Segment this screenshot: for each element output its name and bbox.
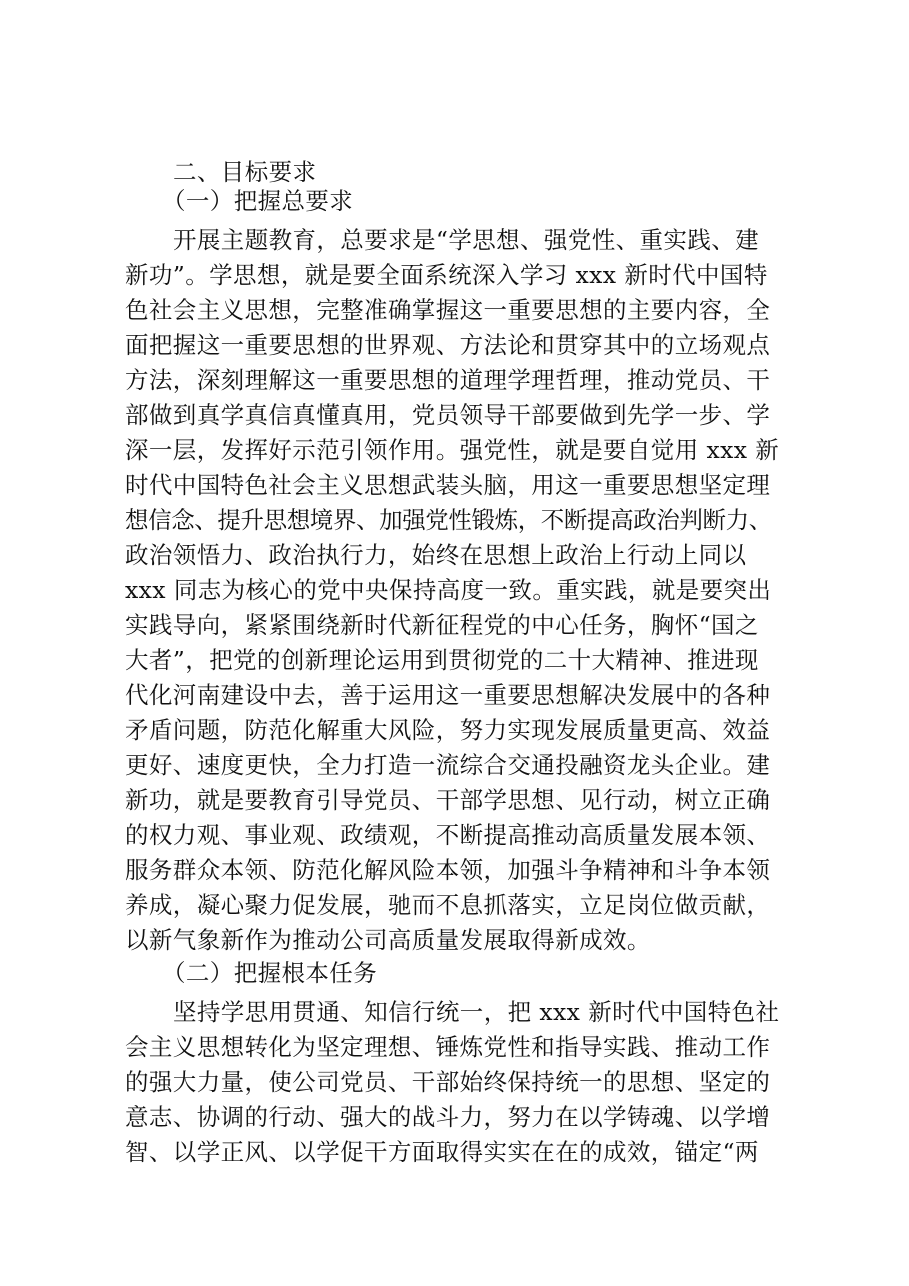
paragraph-line: 的权力观、事业观、政绩观，不断提高推动高质量发展本领、 <box>125 821 771 849</box>
paragraph-line: 智、以学正风、以学促干方面取得实实在在的成效，锚定“两 <box>125 1138 759 1166</box>
paragraph-line: 色社会主义思想，完整准确掌握这一重要思想的主要内容，全 <box>125 296 771 324</box>
subsection-heading-1: （一）把握总要求 <box>162 187 354 215</box>
paragraph-line: 面把握这一重要思想的世界观、方法论和贯穿其中的立场观点 <box>125 331 771 359</box>
paragraph-line: 方法，深刻理解这一重要思想的道理学理哲理，推动党员、干 <box>125 366 771 394</box>
paragraph-line: 新功”。学思想，就是要全面系统深入学习 xxx 新时代中国特 <box>125 261 768 289</box>
paragraph-line: 时代中国特色社会主义思想武装头脑，用这一重要思想坚定理 <box>125 471 771 499</box>
paragraph-line: 意志、协调的行动、强大的战斗力，努力在以学铸魂、以学增 <box>125 1103 771 1131</box>
paragraph-line: 代化河南建设中去，善于运用这一重要思想解决发展中的各种 <box>125 681 771 709</box>
paragraph-line: 大者”，把党的创新理论运用到贯彻党的二十大精神、推进现 <box>125 646 759 674</box>
section-heading: 二、目标要求 <box>173 158 317 186</box>
paragraph-line: 以新气象新作为推动公司高质量发展取得新成效。 <box>125 926 651 954</box>
paragraph-line: xxx 同志为核心的党中央保持高度一致。重实践，就是要突出 <box>125 576 772 604</box>
paragraph-line: 部做到真学真信真懂真用，党员领导干部要做到先学一步、学 <box>125 401 771 429</box>
paragraph-line: 实践导向，紧紧围绕新时代新征程党的中心任务，胸怀“国之 <box>125 611 759 639</box>
paragraph-line: 养成，凝心聚力促发展，驰而不息抓落实，立足岗位做贡献， <box>125 891 771 919</box>
paragraph-line: 新功，就是要教育引导党员、干部学思想、见行动，树立正确 <box>125 786 771 814</box>
paragraph-line: 会主义思想转化为坚定理想、锤炼党性和指导实践、推动工作 <box>125 1033 771 1061</box>
paragraph-line: 矛盾问题，防范化解重大风险，努力实现发展质量更高、效益 <box>125 716 771 744</box>
paragraph-line: 想信念、提升思想境界、加强党性锻炼，不断提高政治判断力、 <box>125 506 772 534</box>
paragraph-line: 深一层，发挥好示范引领作用。强党性，就是要自觉用 xxx 新 <box>125 436 780 464</box>
paragraph-line: 服务群众本领、防范化解风险本领，加强斗争精神和斗争本领 <box>125 856 771 884</box>
paragraph-line: 开展主题教育，总要求是“学思想、强党性、重实践、建 <box>173 226 760 254</box>
paragraph-line: 政治领悟力、政治执行力，始终在思想上政治上行动上同以 <box>125 541 747 569</box>
paragraph-line: 的强大力量，使公司党员、干部始终保持统一的思想、坚定的 <box>125 1068 771 1096</box>
subsection-heading-2: （二）把握根本任务 <box>162 959 378 987</box>
paragraph-line: 坚持学思用贯通、知信行统一，把 xxx 新时代中国特色社 <box>173 998 780 1026</box>
paragraph-line: 更好、速度更快，全力打造一流综合交通投融资龙头企业。建 <box>125 751 771 779</box>
